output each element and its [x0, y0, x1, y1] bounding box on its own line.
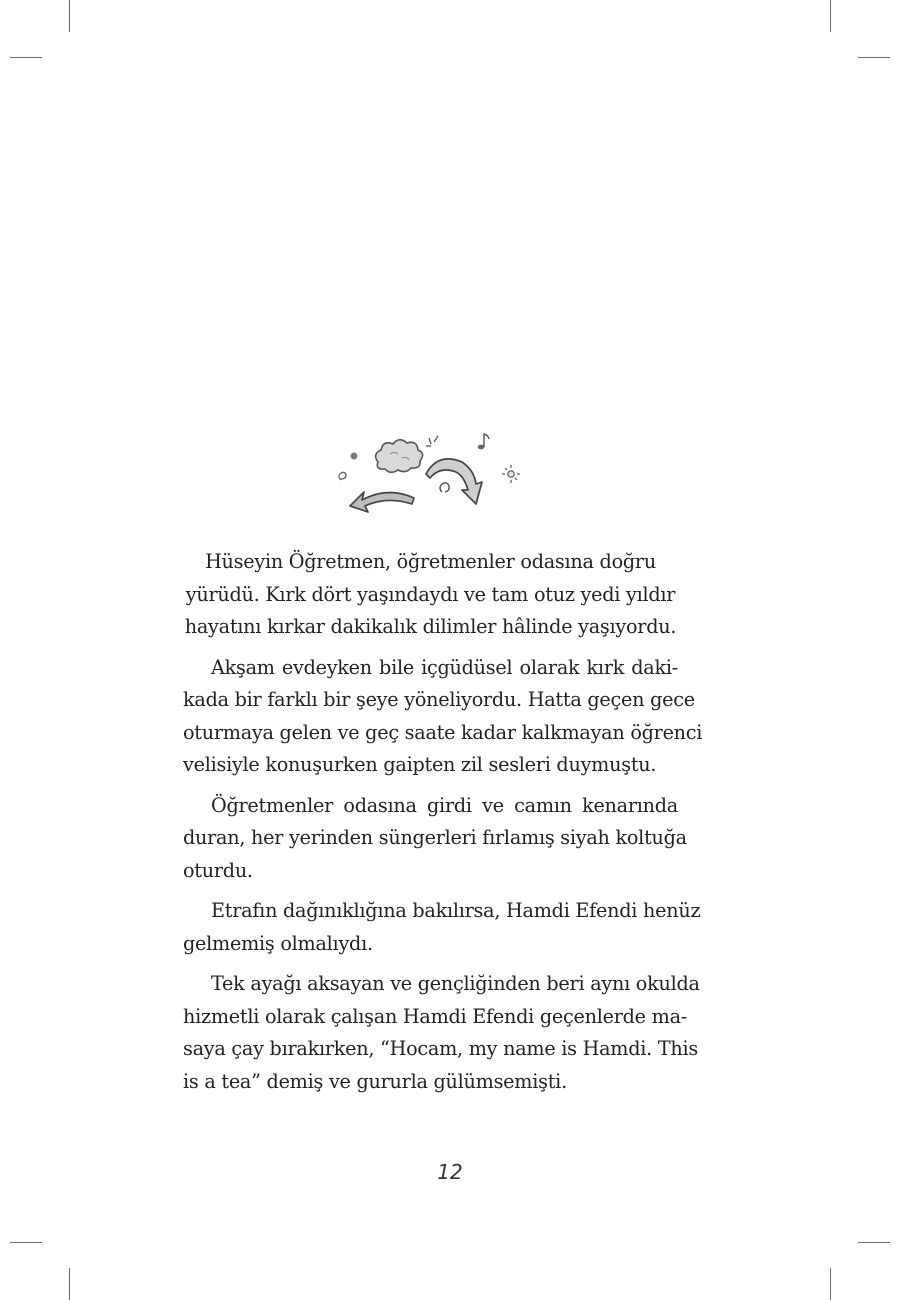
- text-line: velisiyle konuşurken gaipten zil sesleri duymuştu.: [183, 753, 657, 776]
- sun-icon: [502, 465, 520, 483]
- swirl-icon: [339, 472, 346, 480]
- crop-mark-bottom-left-horizontal: [10, 1242, 42, 1243]
- text-line: Hüseyin Öğretmen, öğretmenler odasına doğru: [205, 550, 656, 573]
- paragraph: [183, 546, 678, 644]
- paragraph: [183, 652, 703, 782]
- text-line: kada bir farklı bir şeye yöneliyordu. Hatta geçen gece: [183, 688, 695, 711]
- cloud-icon: [376, 440, 423, 473]
- crop-mark-top-right-vertical: [830, 0, 831, 32]
- crop-mark-bottom-right-vertical: [830, 1268, 831, 1300]
- text-line: duran, her yerinden süngerleri fırlamış siyah koltuğa: [183, 826, 687, 849]
- text-line: Akşam evdeyken bile içgüdüsel olarak kırk daki-: [211, 655, 678, 679]
- page-number: 12: [437, 1160, 463, 1184]
- crop-mark-bottom-left-vertical: [69, 1268, 70, 1300]
- paragraph: [183, 968, 700, 1098]
- text-line: oturdu.: [183, 858, 253, 882]
- text-line: hayatını kırkar dakikalık dilimler hâlinde yaşıyordu.: [184, 615, 677, 638]
- text-line: gelmemiş olmalıydı.: [183, 931, 373, 955]
- text-line: hizmetli olarak çalışan Hamdi Efendi geçenlerde ma-: [183, 1004, 687, 1028]
- crop-mark-top-right-horizontal: [858, 57, 890, 58]
- crop-mark-top-left-horizontal: [10, 57, 42, 58]
- text-line: yürüdü. Kırk dört yaşındaydı ve tam otuz yedi yıldır: [185, 582, 676, 606]
- curved-arrow-right-icon: [426, 459, 482, 504]
- curved-arrow-left-icon: [350, 492, 414, 512]
- text-line: Etrafın dağınıklığına bakılırsa, Hamdi Efendi henüz: [211, 899, 701, 922]
- text-line: saya çay bırakırken, “Hocam, my name is Hamdi. This: [183, 1037, 698, 1060]
- crop-mark-top-left-vertical: [69, 0, 70, 32]
- paragraph: [183, 790, 687, 888]
- music-note-icon: [478, 434, 489, 449]
- dot-icon: [351, 453, 358, 460]
- text-line: Tek ayağı aksayan ve gençliğinden beri aynı okulda: [211, 972, 700, 995]
- crop-mark-bottom-right-horizontal: [858, 1242, 890, 1243]
- chapter-ornament: [330, 428, 530, 520]
- text-line: oturmaya gelen ve geç saate kadar kalkmayan öğrenci: [183, 720, 703, 744]
- text-line: is a tea” demiş ve gururla gülümsemişti.: [183, 1069, 567, 1093]
- text-line: Öğretmenler odasına girdi ve camın kenarında: [211, 793, 678, 817]
- paragraph: [183, 895, 701, 960]
- body-text: [183, 546, 703, 1106]
- sparkle-icon: [426, 436, 438, 446]
